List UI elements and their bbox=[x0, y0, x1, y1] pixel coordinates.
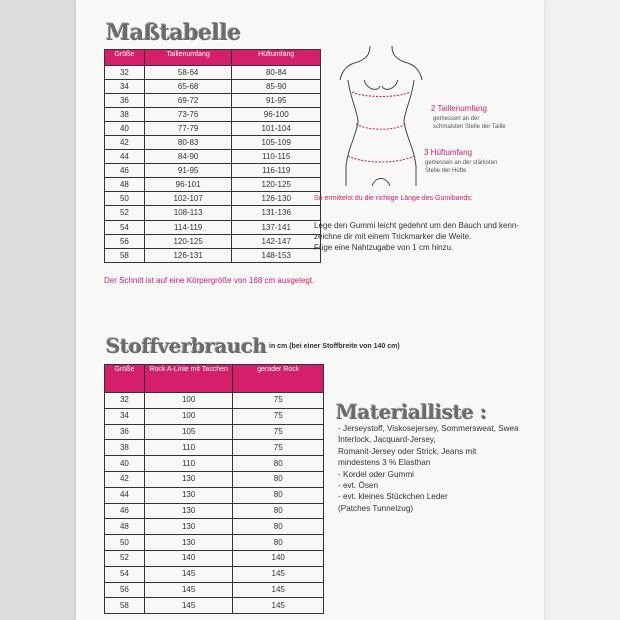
hip-cell: 142-147 bbox=[232, 234, 321, 248]
hip-cell: 101-104 bbox=[232, 122, 321, 136]
shoulder-left bbox=[340, 62, 358, 80]
fabric-heading: Stoffverbrauch bbox=[106, 334, 267, 358]
waist-cell: 77-79 bbox=[144, 122, 232, 136]
table-row bbox=[105, 424, 324, 440]
size-cell: 54 bbox=[105, 220, 145, 234]
list-item: (Patches Tunnelzug) bbox=[338, 503, 414, 513]
straight-cell: 80 bbox=[233, 456, 324, 472]
straight-cell: 145 bbox=[233, 582, 324, 598]
torso-left bbox=[346, 80, 358, 186]
straight-cell: 145 bbox=[233, 598, 324, 614]
a-line-cell: 140 bbox=[144, 550, 233, 566]
size-cell: 32 bbox=[105, 66, 145, 80]
table-row bbox=[105, 598, 324, 614]
straight-cell: 140 bbox=[233, 550, 324, 566]
size-cell: 44 bbox=[105, 487, 145, 503]
straight-cell: 80 bbox=[233, 535, 324, 551]
straight-cell: 75 bbox=[233, 440, 324, 456]
waist-band bbox=[356, 124, 406, 129]
size-cell: 40 bbox=[105, 122, 145, 136]
neck-left bbox=[358, 46, 370, 62]
straight-cell: 80 bbox=[233, 471, 324, 487]
table-row bbox=[105, 456, 324, 472]
table-row bbox=[105, 94, 321, 108]
fabric-table-header bbox=[105, 365, 324, 393]
waist-label: 2 Taillenumfang bbox=[431, 104, 487, 113]
table-row bbox=[105, 487, 324, 503]
table-row bbox=[105, 66, 321, 80]
background-left bbox=[0, 0, 76, 620]
table-row bbox=[105, 136, 321, 150]
size-cell: 50 bbox=[105, 535, 145, 551]
waist-cell: 126-131 bbox=[144, 248, 232, 262]
waist-description bbox=[433, 115, 506, 131]
a-line-cell: 130 bbox=[144, 519, 233, 535]
waist-desc-line: schmalsten Stelle der Taille bbox=[433, 124, 506, 130]
hip-cell: 137-141 bbox=[232, 220, 321, 234]
table-row bbox=[105, 440, 324, 456]
size-cell: 58 bbox=[105, 598, 145, 614]
straight-cell: 75 bbox=[233, 408, 324, 424]
table-row bbox=[105, 550, 324, 566]
list-item: - evt. kleines Stückchen Leder bbox=[338, 492, 448, 502]
waist-cell: 58-64 bbox=[144, 66, 232, 80]
list-item: - evt. Ösen bbox=[338, 480, 379, 490]
materials-heading: Materialliste : bbox=[336, 400, 488, 424]
bust-band bbox=[352, 92, 410, 97]
table-row bbox=[105, 566, 324, 582]
a-line-cell: 145 bbox=[144, 566, 233, 582]
a-line-cell: 130 bbox=[144, 535, 233, 551]
hip-cell: 96-100 bbox=[232, 108, 321, 122]
instruction-line: zeichne dir mit einem Trickmarker die Weite. bbox=[314, 232, 472, 241]
sizes-table bbox=[104, 49, 321, 263]
size-cell: 34 bbox=[105, 80, 145, 94]
waist-cell: 102-107 bbox=[144, 192, 232, 206]
size-cell: 56 bbox=[105, 582, 145, 598]
a-line-cell: 110 bbox=[144, 440, 233, 456]
table-row bbox=[105, 582, 324, 598]
instruction-line: Füge eine Nahtzugabe von 1 cm hinzu. bbox=[314, 243, 454, 252]
header-size: Größe bbox=[105, 50, 145, 66]
list-item: Romanit-Jersey oder Strick, Jeans mit bbox=[338, 446, 477, 456]
header-straight-skirt: gerader Rock bbox=[233, 365, 324, 393]
hip-label: 3 Hüftumfang bbox=[424, 148, 473, 157]
hip-cell: 91-95 bbox=[232, 94, 321, 108]
size-cell: 46 bbox=[105, 164, 145, 178]
materials-list bbox=[338, 423, 519, 514]
size-cell: 52 bbox=[105, 206, 145, 220]
a-line-cell: 130 bbox=[144, 471, 233, 487]
table-row bbox=[105, 519, 324, 535]
size-cell: 42 bbox=[105, 136, 145, 150]
size-cell: 48 bbox=[105, 519, 145, 535]
elastic-length-title: So ermittelst du die richtige Länge des Gumibands: bbox=[314, 195, 473, 202]
size-cell: 50 bbox=[105, 192, 145, 206]
table-row bbox=[105, 150, 321, 164]
table-row bbox=[105, 503, 324, 519]
hip-cell: 116-119 bbox=[232, 164, 321, 178]
waist-cell: 80-83 bbox=[144, 136, 232, 150]
list-item: - Kordel oder Gummi bbox=[338, 469, 414, 479]
size-cell: 52 bbox=[105, 550, 145, 566]
header-a-line-skirt: Rock A-Linie mit Taschen bbox=[144, 365, 233, 393]
hip-band bbox=[348, 156, 414, 162]
list-item: - Jerseystoff, Viskosejersey, Sommersweat, Swea bbox=[338, 424, 519, 433]
waist-cell: 73-76 bbox=[144, 108, 232, 122]
neck-right bbox=[392, 46, 404, 62]
sizes-table-header bbox=[105, 50, 321, 66]
fabric-table bbox=[104, 364, 324, 614]
straight-cell: 75 bbox=[233, 424, 324, 440]
table-row bbox=[105, 393, 324, 409]
a-line-cell: 110 bbox=[144, 456, 233, 472]
list-item: Interlock, Jacquard-Jersey, bbox=[338, 435, 436, 445]
table-row bbox=[105, 234, 321, 248]
hip-desc-line: Stelle der Hüfte bbox=[425, 168, 467, 174]
hip-cell: 85-90 bbox=[232, 80, 321, 94]
hip-cell: 148-153 bbox=[232, 248, 321, 262]
straight-cell: 80 bbox=[233, 503, 324, 519]
waist-cell: 84-90 bbox=[144, 150, 232, 164]
elastic-length-instructions bbox=[314, 220, 519, 253]
size-cell: 32 bbox=[105, 393, 145, 409]
size-cell: 56 bbox=[105, 234, 145, 248]
table-row bbox=[105, 108, 321, 122]
straight-cell: 145 bbox=[233, 566, 324, 582]
table-row bbox=[105, 471, 324, 487]
waist-cell: 96-101 bbox=[144, 178, 232, 192]
size-cell: 46 bbox=[105, 503, 145, 519]
size-cell: 40 bbox=[105, 456, 145, 472]
hip-desc-line: gemessen an der stärksten bbox=[425, 160, 498, 166]
waist-cell: 65-68 bbox=[144, 80, 232, 94]
a-line-cell: 130 bbox=[144, 503, 233, 519]
crotch bbox=[372, 179, 390, 187]
waist-cell: 114-119 bbox=[144, 220, 232, 234]
size-cell: 36 bbox=[105, 424, 145, 440]
document-page bbox=[76, 0, 544, 620]
header-size: Größe bbox=[105, 365, 145, 393]
table-row bbox=[105, 535, 324, 551]
straight-cell: 80 bbox=[233, 519, 324, 535]
straight-cell: 75 bbox=[233, 393, 324, 409]
bust bbox=[364, 80, 398, 89]
waist-cell: 108-113 bbox=[144, 206, 232, 220]
size-cell: 42 bbox=[105, 471, 145, 487]
size-cell: 58 bbox=[105, 248, 145, 262]
table-row bbox=[105, 178, 321, 192]
table-row bbox=[105, 248, 321, 262]
torso-right bbox=[404, 80, 416, 186]
hip-cell: 110-115 bbox=[232, 150, 321, 164]
straight-cell: 80 bbox=[233, 487, 324, 503]
a-line-cell: 145 bbox=[144, 598, 233, 614]
table-row bbox=[105, 164, 321, 178]
a-line-cell: 145 bbox=[144, 582, 233, 598]
waist-cell: 120-125 bbox=[144, 234, 232, 248]
waist-cell: 91-95 bbox=[144, 164, 232, 178]
a-line-cell: 130 bbox=[144, 487, 233, 503]
hip-cell: 80-84 bbox=[232, 66, 321, 80]
header-waist: Taillenumfang bbox=[144, 50, 232, 66]
hip-description bbox=[425, 159, 497, 175]
hip-cell: 126-130 bbox=[232, 192, 321, 206]
size-cell: 54 bbox=[105, 566, 145, 582]
a-line-cell: 100 bbox=[144, 393, 233, 409]
a-line-cell: 105 bbox=[144, 424, 233, 440]
table-row bbox=[105, 80, 321, 94]
waist-desc-line: gemessen an der bbox=[433, 116, 480, 122]
hip-cell: 105-109 bbox=[232, 136, 321, 150]
list-item: mindestens 3 % Elasthan bbox=[338, 458, 431, 468]
size-cell: 38 bbox=[105, 108, 145, 122]
a-line-cell: 100 bbox=[144, 408, 233, 424]
table-row bbox=[105, 206, 321, 220]
body-figure-illustration bbox=[334, 40, 434, 188]
size-cell: 44 bbox=[105, 150, 145, 164]
table-row bbox=[105, 220, 321, 234]
fabric-subheading: in cm (bei einer Stoffbreite von 140 cm) bbox=[269, 343, 400, 350]
header-hip: Hüftumfang bbox=[232, 50, 321, 66]
size-cell: 34 bbox=[105, 408, 145, 424]
table-row bbox=[105, 122, 321, 136]
body-height-note: Der Schnitt ist auf eine Körpergröße von 168 cm ausgelegt. bbox=[104, 276, 315, 285]
size-cell: 36 bbox=[105, 94, 145, 108]
table-row bbox=[105, 192, 321, 206]
size-cell: 38 bbox=[105, 440, 145, 456]
background-right bbox=[544, 0, 620, 620]
hip-cell: 120-125 bbox=[232, 178, 321, 192]
instruction-line: Lege den Gummi leicht gedehnt um den Bauch und kenn- bbox=[314, 221, 520, 230]
size-cell: 48 bbox=[105, 178, 145, 192]
shoulder-right bbox=[404, 62, 422, 80]
sizes-heading: Maßtabelle bbox=[106, 20, 241, 46]
table-row bbox=[105, 408, 324, 424]
hip-cell: 131-136 bbox=[232, 206, 321, 220]
waist-cell: 69-72 bbox=[144, 94, 232, 108]
